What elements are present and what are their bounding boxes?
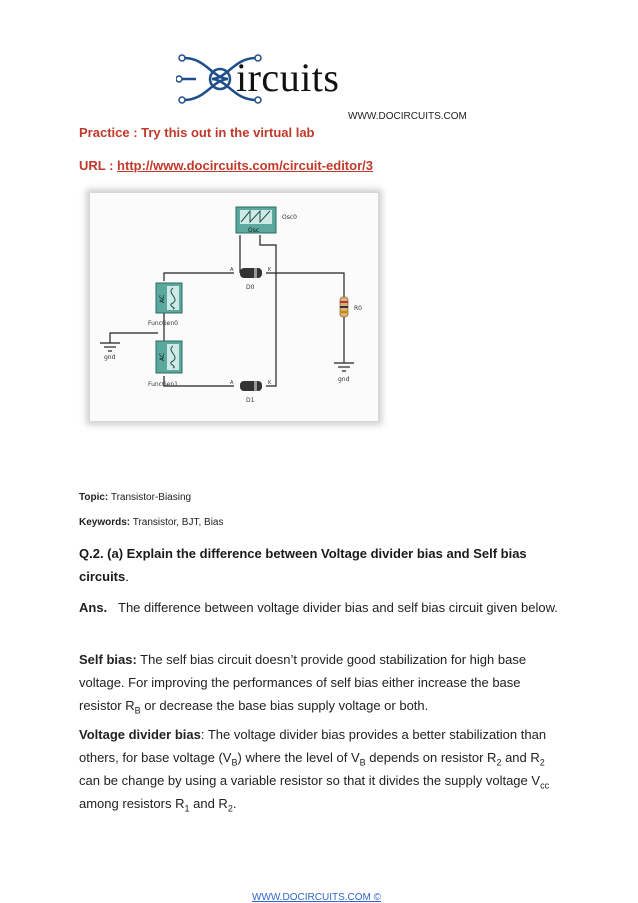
vd-text-7: and R (189, 796, 228, 811)
keywords-value: Transistor, BJT, Bias (130, 517, 224, 528)
logo-wordmark: ircuits (236, 55, 340, 100)
topic-label: Topic: (79, 492, 109, 503)
keywords-label: Keywords: (79, 517, 131, 528)
vd-sub-2: B (359, 757, 366, 768)
osc-inner-label: Osc (248, 227, 260, 234)
r0-label: R0 (354, 305, 362, 312)
url-prefix: URL : (79, 158, 118, 173)
gen0-label: FuncGen0 (148, 320, 178, 327)
topic-line (79, 492, 191, 503)
vd-sub-7: 2 (227, 803, 233, 814)
gen1-ac: AC (159, 352, 166, 361)
topic-value: Transistor-Biasing (108, 492, 192, 503)
answer-paragraph (79, 596, 559, 619)
gnd-right-label: gnd (338, 376, 350, 383)
gnd-left-label: gnd (104, 354, 116, 361)
vd-text-5: can be change by using a variable resistor so that it divides the supply voltage V (79, 773, 541, 788)
d0-label: D0 (246, 284, 255, 291)
practice-heading: Practice : Try this out in the virtual lab (79, 125, 315, 140)
osc-label: Osc0 (282, 214, 297, 221)
vd-text-2: ) where the level of V (237, 750, 360, 765)
self-bias-paragraph (79, 648, 559, 717)
d0-anode: A (230, 267, 234, 273)
vd-sub-3: 2 (496, 757, 502, 768)
self-bias-label: Self bias: (79, 652, 137, 667)
self-bias-sub-1: B (134, 705, 141, 716)
vd-sub-6: 1 (184, 803, 190, 814)
d1-anode: A (230, 380, 234, 386)
d0-cathode: K (268, 267, 272, 273)
vd-text-3: depends on resistor R (365, 750, 497, 765)
site-url-header: WWW.DOCIRCUITS.COM (348, 111, 467, 122)
d1-label: D1 (246, 397, 255, 404)
voltage-divider-paragraph (79, 723, 559, 815)
vd-text-6: among resistors R (79, 796, 185, 811)
answer-label: Ans. (79, 600, 108, 615)
circuit-svg (90, 193, 378, 421)
self-bias-text-2: or decrease the base bias supply voltage or both. (140, 698, 429, 713)
circuit-diagram (90, 193, 378, 421)
practice-url-line (79, 158, 373, 173)
gen1-label: FuncGen1 (148, 381, 178, 388)
gen0-ac: AC (159, 294, 166, 303)
vd-sub-1: B (231, 757, 238, 768)
question-paragraph (79, 542, 559, 588)
d1-cathode: K (268, 380, 272, 386)
question-text: Q.2. (a) Explain the difference between Voltage divider bias and Self bias circuits (79, 546, 527, 584)
vd-sub-4: 2 (539, 757, 545, 768)
footer-url[interactable]: WWW.DOCIRCUITS.COM © (252, 892, 382, 903)
vd-text-8: . (232, 796, 237, 811)
vd-sub-5: cc (540, 780, 550, 791)
vd-text-4: and R (501, 750, 540, 765)
voltage-divider-label: Voltage divider bias (79, 727, 201, 742)
answer-text: The difference between voltage divider bias and self bias circuit given below. (118, 600, 558, 615)
vd-text-1: : The voltage divider bias provides a better stabilization than others, for base voltage (V (79, 727, 547, 765)
self-bias-text-1: The self bias circuit doesn’t provide good stabilization for high base voltage. For improving the performances of self bias either increase the base resistor R (79, 652, 527, 713)
circuit-editor-link[interactable]: http://www.docircuits.com/circuit-editor/3 (117, 158, 373, 173)
question-end: . (125, 569, 129, 584)
keywords-line (79, 517, 224, 528)
